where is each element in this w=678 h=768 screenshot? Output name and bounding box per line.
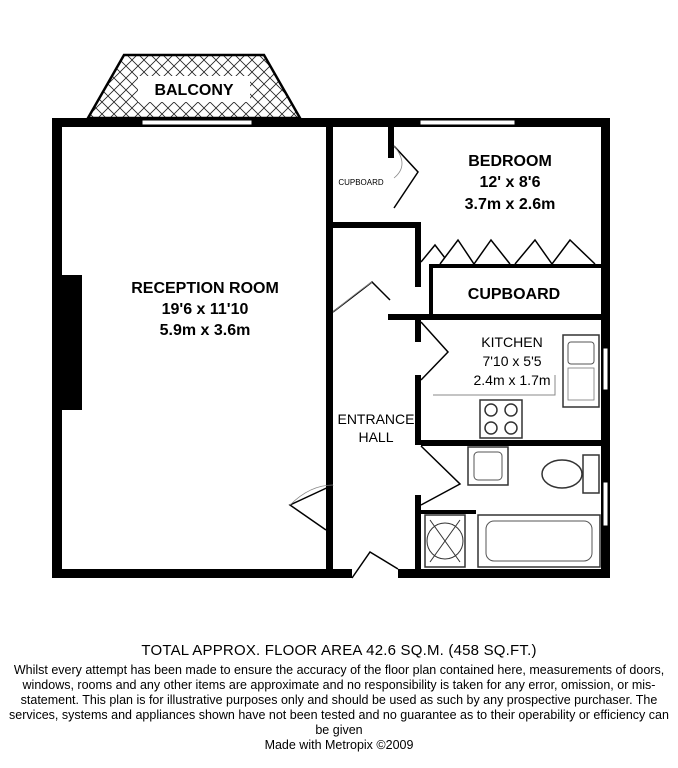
hob-icon <box>480 400 522 438</box>
bedroom-metric: 3.7m x 2.6m <box>464 196 556 213</box>
reception-room-metric: 5.9m x 3.6m <box>159 322 251 339</box>
bedroom-imperial: 12' x 8'6 <box>479 174 541 191</box>
bath-icon <box>478 515 600 567</box>
bathroom-fixtures <box>425 447 600 567</box>
small-cupboard-label: CUPBOARD <box>338 178 384 187</box>
kitchen-metric: 2.4m x 1.7m <box>473 372 551 388</box>
balcony-label: BALCONY <box>154 82 234 99</box>
large-cupboard-label: CUPBOARD <box>467 286 561 303</box>
made-with-credit: Made with Metropix ©2009 <box>264 738 414 752</box>
shower-icon <box>425 515 465 567</box>
disclaimer: Whilst every attempt has been made to ensure the accuracy of the floor plan contained here, measurements of doors, windows, rooms and any other items are approximate and no responsibility is taken for any error, omission, or mis-statement. This plan is for illustrative purposes only and should be used as such by any prospective purchaser. The services, systems and appliances shown have not been tested and no guarantee as to their operability or efficiency can be given <box>9 663 669 737</box>
bedroom-label: BEDROOM <box>468 153 552 170</box>
basin-icon <box>468 447 508 485</box>
kitchen-label: KITCHEN <box>481 334 543 350</box>
footer <box>0 642 678 753</box>
kitchen-imperial: 7'10 x 5'5 <box>482 353 542 369</box>
entrance-hall-label-line1: ENTRANCE <box>337 411 415 427</box>
entrance-hall-label-line2: HALL <box>358 429 394 445</box>
balcony <box>88 55 300 118</box>
reception-room-imperial: 19'6 x 11'10 <box>161 301 249 318</box>
total-floor-area: TOTAL APPROX. FLOOR AREA 42.6 SQ.M. (458 SQ.FT.) <box>141 642 537 659</box>
reception-room-label: RECEPTION ROOM <box>131 280 279 297</box>
toilet-icon <box>542 455 599 493</box>
